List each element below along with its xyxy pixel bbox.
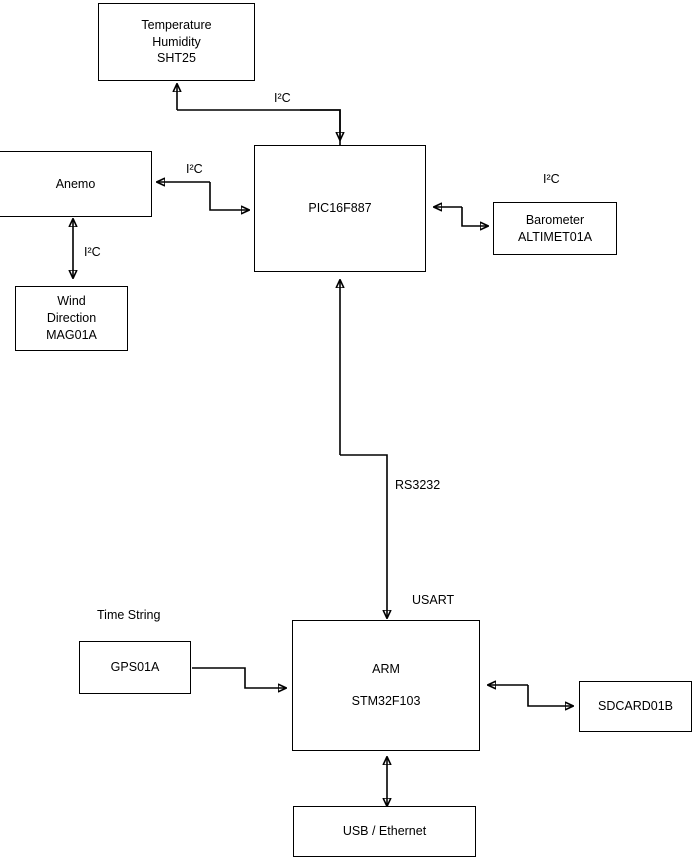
edge-label-rs3232: RS3232 <box>395 478 441 492</box>
node-label-line: Wind <box>57 294 86 309</box>
edge-label-time-string: Time String <box>97 608 161 622</box>
wire-gps-to-arm <box>192 668 286 688</box>
node-label-line: Temperature <box>141 17 212 32</box>
node-label-line: Humidity <box>152 34 201 49</box>
node-label-line: USB / Ethernet <box>342 824 427 839</box>
node-sdcard01b[interactable] <box>579 681 692 732</box>
node-temperature-humidity-sht25[interactable] <box>98 3 255 81</box>
node-pic16f887[interactable] <box>254 145 426 272</box>
node-label-line: STM32F103 <box>351 694 421 708</box>
edge-label-i2c-barometer: I²C <box>543 172 560 186</box>
node-usb-ethernet[interactable] <box>293 806 476 857</box>
node-label-line: ARM <box>372 662 400 677</box>
edge-label-i2c-wind: I²C <box>84 245 101 259</box>
node-label-line: SHT25 <box>157 51 196 66</box>
node-label-line: Direction <box>46 311 97 326</box>
wire-sht25-branch-arrow <box>300 110 340 140</box>
node-barometer-altimet01a[interactable] <box>493 202 617 255</box>
node-wind-direction-mag01a[interactable] <box>15 286 128 351</box>
edge-label-i2c-anemo: I²C <box>186 162 203 176</box>
node-arm-stm32f103[interactable] <box>292 620 480 751</box>
node-label-line: Anemo <box>55 176 96 191</box>
wire-pic-to-barometer <box>462 207 488 226</box>
node-label-line: GPS01A <box>110 660 160 675</box>
node-label-line: ALTIMET01A <box>517 229 593 244</box>
node-anemo[interactable] <box>0 151 152 217</box>
node-label-line: PIC16F887 <box>308 201 372 216</box>
node-label-line: Barometer <box>525 212 585 227</box>
wire-arm-to-sdcard <box>528 685 573 706</box>
node-label-line: MAG01A <box>46 327 97 342</box>
wire-anemo-to-pic <box>210 182 249 210</box>
wire-pic-to-sht25-down <box>177 110 340 145</box>
node-gps01a[interactable] <box>79 641 191 694</box>
node-label-line: SDCARD01B <box>597 699 674 714</box>
wire-pic-to-arm <box>340 455 387 618</box>
edge-label-usart: USART <box>412 593 455 607</box>
edge-label-i2c-sht25: I²C <box>274 91 291 105</box>
